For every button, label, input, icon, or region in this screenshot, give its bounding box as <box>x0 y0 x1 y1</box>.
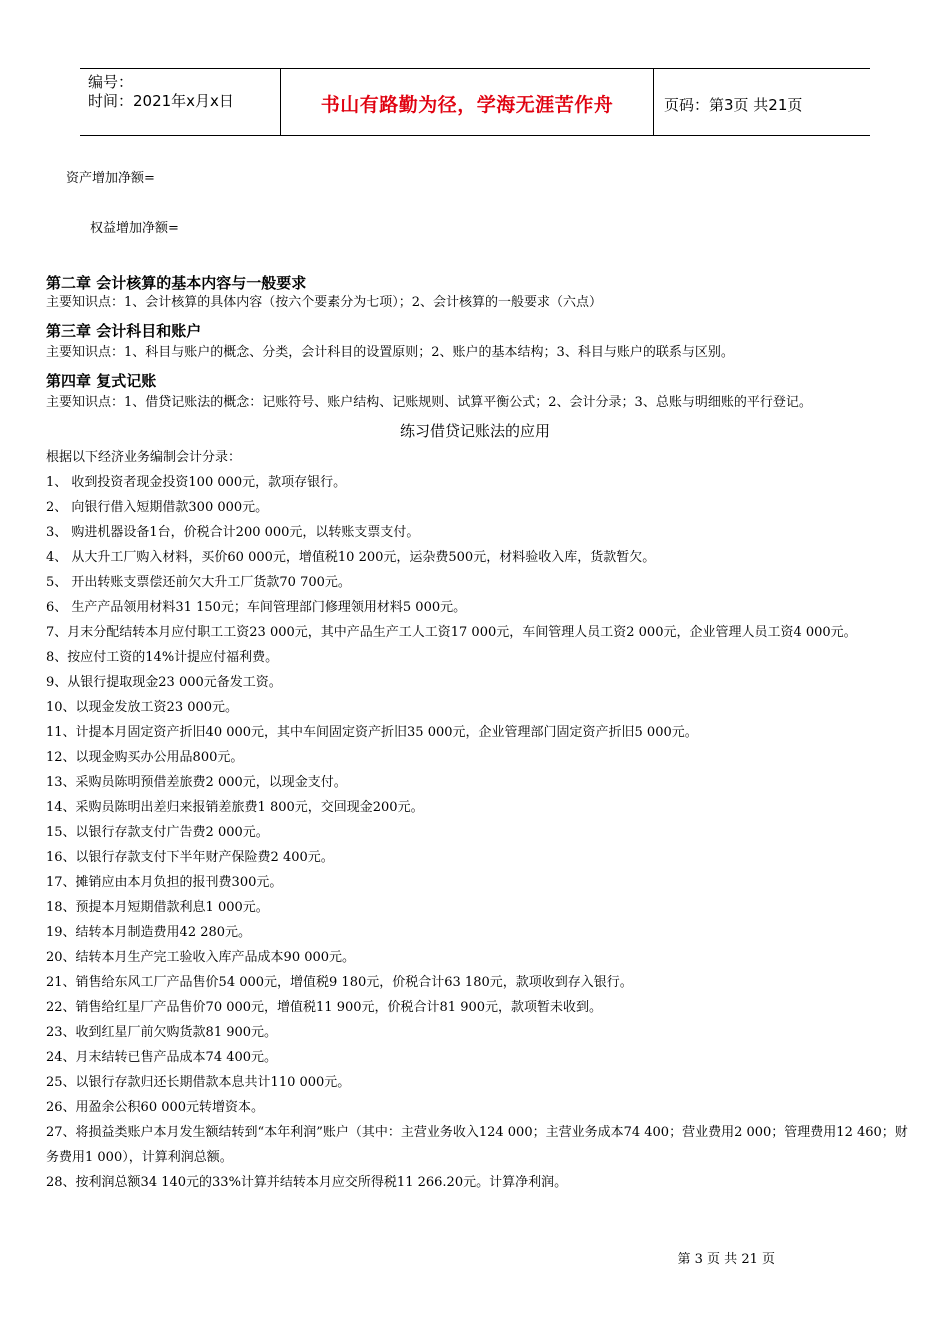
list-item: 10、以现金发放工资23 000元。 <box>46 700 239 715</box>
number-label: 编号： <box>88 73 134 91</box>
list-item: 19、结转本月制造费用42 280元。 <box>46 925 252 940</box>
list-item: 20、结转本月生产完工验收入库产品成本90 000元。 <box>46 950 356 965</box>
asset-increase-formula: 资产增加净额= <box>66 171 155 186</box>
page-info: 页码：第3页 共21页 <box>664 96 803 114</box>
list-item: 1、 收到投资者现金投资100 000元，款项存银行。 <box>46 475 347 490</box>
chapter-3-title: 第三章 会计科目和账户 <box>46 322 202 340</box>
document-header <box>80 68 870 136</box>
list-item: 26、用盈余公积60 000元转增资本。 <box>46 1100 265 1115</box>
list-item: 8、按应付工资的14%计提应付福利费。 <box>46 650 279 665</box>
motto-text: 书山有路勤为径，学海无涯苦作舟 <box>320 94 614 116</box>
list-item: 12、以现金购买办公用品800元。 <box>46 750 244 765</box>
page-footer: 第 3 页 共 21 页 <box>677 1252 775 1267</box>
list-item: 15、以银行存款支付广告费2 000元。 <box>46 825 269 840</box>
chapter-2-points: 主要知识点：1、会计核算的具体内容（按六个要素分为七项）；2、会计核算的一般要求（六点） <box>46 295 603 310</box>
chapter-4-title: 第四章 复式记账 <box>46 372 157 390</box>
list-item: 9、从银行提取现金23 000元备发工资。 <box>46 675 282 690</box>
header-motto-cell <box>281 69 654 135</box>
list-item: 18、预提本月短期借款利息1 000元。 <box>46 900 269 915</box>
list-item: 16、以银行存款支付下半年财产保险费2 400元。 <box>46 850 334 865</box>
list-item: 11、计提本月固定资产折旧40 000元，其中车间固定资产折旧35 000元，企业管理部门固定资产折旧5 000元。 <box>46 725 698 740</box>
list-item: 2、 向银行借入短期借款300 000元。 <box>46 500 269 515</box>
chapter-3-points: 主要知识点：1、科目与账户的概念、分类，会计科目的设置原则；2、账户的基本结构；3、科目与账户的联系与区别。 <box>46 345 734 360</box>
exercise-intro: 根据以下经济业务编制会计分录： <box>46 450 242 465</box>
list-item: 22、销售给红星厂产品售价70 000元，增值税11 900元，价税合计81 900元，款项暂未收到。 <box>46 1000 603 1015</box>
list-item: 7、月末分配结转本月应付职工工资23 000元，其中产品生产工人工资17 000元，车间管理人员工资2 000元，企业管理人员工资4 000元。 <box>46 625 857 640</box>
chapter-4-points: 主要知识点：1、借贷记账法的概念：记账符号、账户结构、记账规则、试算平衡公式；2、会计分录；3、总账与明细账的平行登记。 <box>46 395 812 410</box>
list-item: 28、按利润总额34 140元的33%计算并结转本月应交所得税11 266.20元。计算净利润。 <box>46 1175 568 1190</box>
time-label: 时间：2021年x月x日 <box>88 92 234 110</box>
list-item: 23、收到红星厂前欠购货款81 900元。 <box>46 1025 278 1040</box>
header-meta-cell <box>80 69 281 135</box>
list-item: 21、销售给东风工厂产品售价54 000元，增值税9 180元，价税合计63 180元，款项收到存入银行。 <box>46 975 633 990</box>
chapter-2-title: 第二章 会计核算的基本内容与一般要求 <box>46 274 307 292</box>
list-item: 4、 从大升工厂购入材料，买价60 000元，增值税10 200元，运杂费500元，材料验收入库，货款暂欠。 <box>46 550 656 565</box>
list-item: 27、将损益类账户本月发生额结转到“本年利润”账户（其中：主营业务收入124 000；主营业务成本74 400；营业费用2 000；管理费用12 460；财务费用1 000），计算利润总额。 <box>46 1125 908 1165</box>
exercise-list <box>46 470 910 1195</box>
list-item: 14、采购员陈明出差归来报销差旅费1 800元，交回现金200元。 <box>46 800 424 815</box>
list-item: 5、 开出转账支票偿还前欠大升工厂货款70 700元。 <box>46 575 351 590</box>
list-item: 25、以银行存款归还长期借款本息共计110 000元。 <box>46 1075 351 1090</box>
exercise-title: 练习借贷记账法的应用 <box>399 422 550 440</box>
header-page-cell <box>654 69 870 135</box>
list-item: 17、摊销应由本月负担的报刊费300元。 <box>46 875 283 890</box>
list-item: 24、月末结转已售产品成本74 400元。 <box>46 1050 278 1065</box>
equity-increase-formula: 权益增加净额= <box>90 221 179 236</box>
list-item: 6、 生产产品领用材料31 150元；车间管理部门修理领用材料5 000元。 <box>46 600 467 615</box>
list-item: 13、采购员陈明预借差旅费2 000元，以现金支付。 <box>46 775 347 790</box>
list-item: 3、 购进机器设备1台，价税合计200 000元，以转账支票支付。 <box>46 525 420 540</box>
